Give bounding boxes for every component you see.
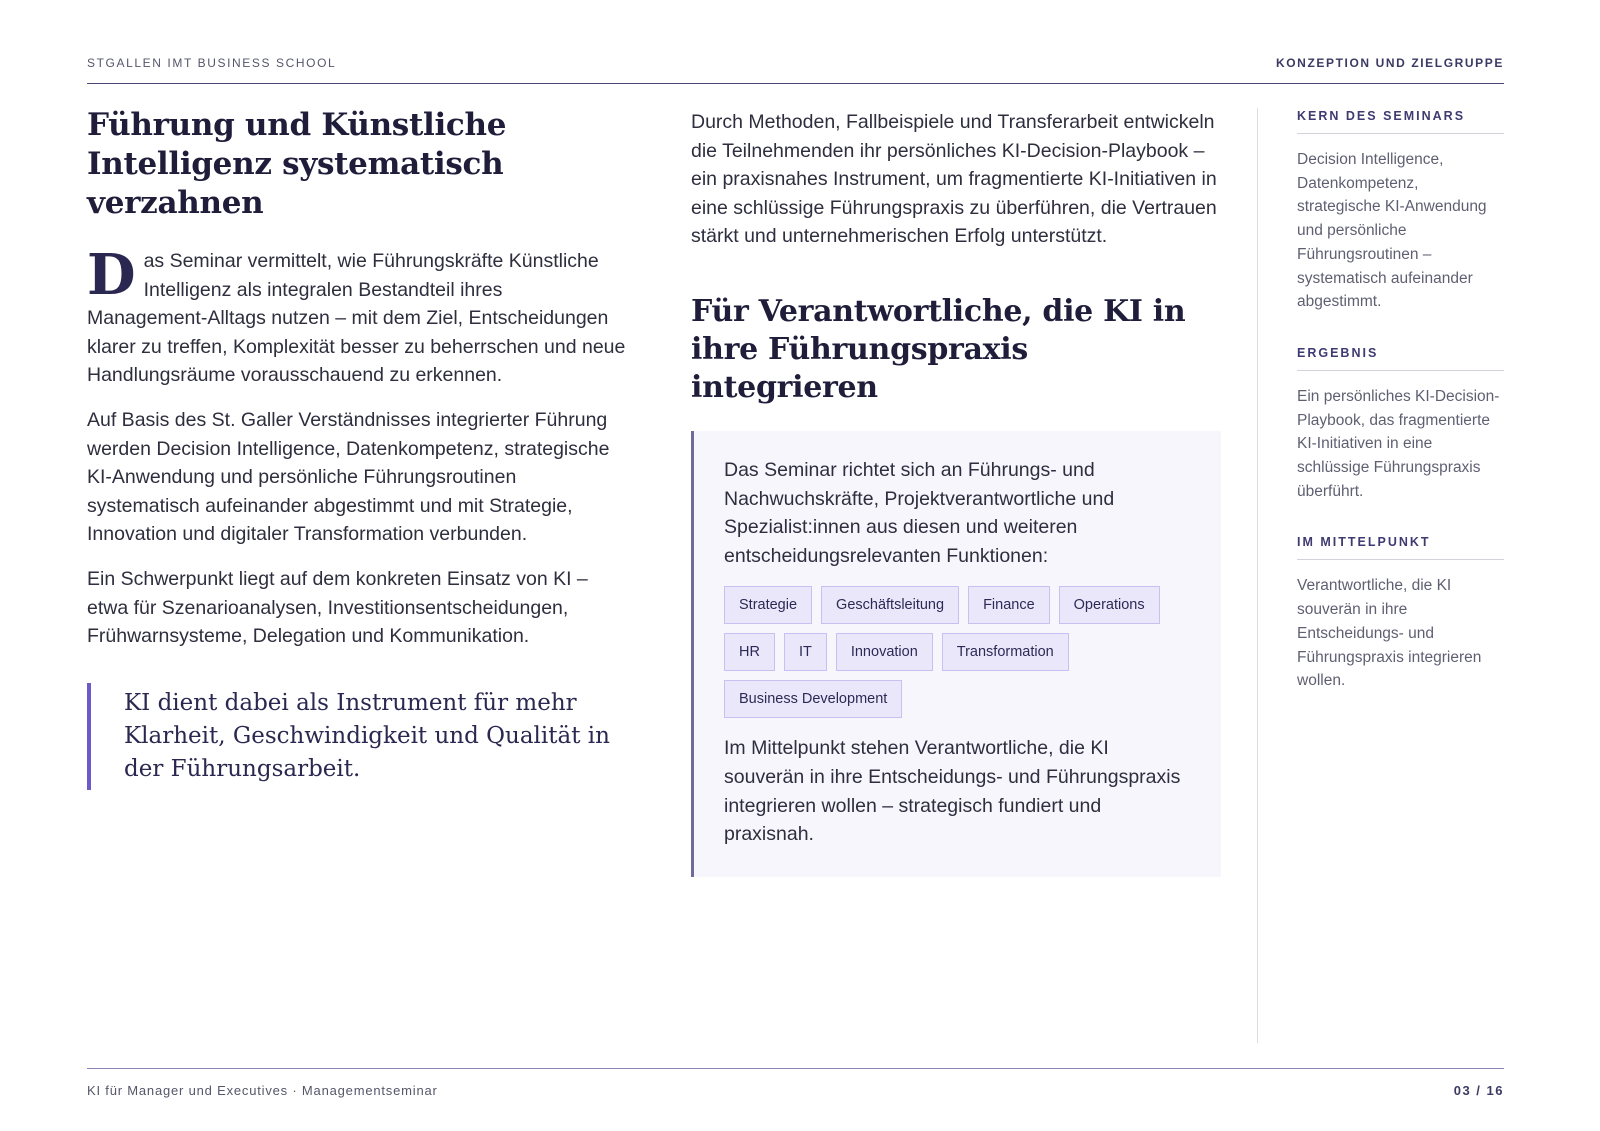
sidebar xyxy=(1297,109,1504,693)
column-divider xyxy=(1257,108,1258,1043)
sidebar-heading: IM MITTELPUNKT xyxy=(1297,535,1504,560)
tag-it: IT xyxy=(784,633,827,671)
tag-business-development: Business Development xyxy=(724,680,902,718)
tag-geschaeftsleitung: Geschäftsleitung xyxy=(821,586,959,624)
drop-cap: D xyxy=(87,242,136,308)
sidebar-text: Ein persönliches KI-Decision-Playbook, das fragmentierte KI-Initiativen in eine schlüssige Führungspraxis überführt. xyxy=(1297,387,1500,500)
sidebar-block-kern xyxy=(1297,109,1504,314)
page-title: Führung und Künstliche Intelligenz systematisch verzahnen xyxy=(87,107,507,221)
page-header xyxy=(87,56,1504,84)
target-group-box xyxy=(691,431,1221,877)
sidebar-heading: ERGEBNIS xyxy=(1297,346,1504,371)
school-name: STGALLEN IMT BUSINESS SCHOOL xyxy=(87,56,337,70)
tag-transformation: Transformation xyxy=(942,633,1069,671)
main-column xyxy=(87,106,627,790)
intro-paragraph xyxy=(87,242,627,390)
sidebar-block-mittelpunkt xyxy=(1297,535,1504,693)
paragraph-schwerpunkt: Ein Schwerpunkt liegt auf dem konkreten Einsatz von KI – etwa für Szenarioanalysen, Investitionsentscheidungen, Frühwarnsysteme, Delegation und Kommunikation. xyxy=(87,567,588,648)
page-footer xyxy=(87,1068,1504,1098)
tag-innovation: Innovation xyxy=(836,633,933,671)
sidebar-text: Decision Intelligence, Datenkompetenz, strategische KI-Anwendung und persönliche Führungsroutinen – systematisch aufeinander abgestimmt. xyxy=(1297,151,1487,311)
tag-finance: Finance xyxy=(968,586,1050,624)
paragraph-basis: Auf Basis des St. Galler Verständnisses integrierter Führung werden Decision Intelligence, Datenkompetenz, strategische KI-Anwendung und persönliche Führungsroutinen systematisch aufeinander abgestimmt und mit Strategie, Innovation und digitaler Transformation verbunden. xyxy=(87,408,610,546)
playbook-paragraph: Durch Methoden, Fallbeispiele und Transferarbeit entwickeln die Teilnehmenden ihr persönliches KI-Decision-Playbook – ein praxisnahes Instrument, um fragmentierte KI-Initiativen in eine schlüssige Führungspraxis zu überführen, die Vertrauen stärkt und unternehmerischen Erfolg unterstützt. xyxy=(691,111,1217,248)
target-group-heading: Für Verantwortliche, die KI in ihre Führungspraxis integrieren xyxy=(691,293,1186,405)
sidebar-text: Verantwortliche, die KI souverän in ihre Entscheidungs- und Führungspraxis integrieren wollen. xyxy=(1297,577,1482,690)
middle-column xyxy=(691,108,1221,877)
tag-hr: HR xyxy=(724,633,775,671)
sidebar-block-ergebnis xyxy=(1297,346,1504,504)
tag-strategie: Strategie xyxy=(724,586,812,624)
section-title: KONZEPTION UND ZIELGRUPPE xyxy=(1275,56,1504,70)
intro-paragraph-text: as Seminar vermittelt, wie Führungskräfte Künstliche Intelligenz als integralen Bestandteil ihres Management-Alltags nutzen – mit dem Ziel, Entscheidungen klarer zu treffen, Komplexität besser zu beherrschen und neue Handlungsräume vorausschauend zu erkennen. xyxy=(87,250,626,387)
pull-quote: KI dient dabei als Instrument für mehr Klarheit, Geschwindigkeit und Qualität in der Führungsarbeit. xyxy=(87,683,627,790)
target-group-intro: Das Seminar richtet sich an Führungs- und Nachwuchskräfte, Projektverantwortliche und Spezialist:innen aus diesen und weiteren entscheidungsrelevanten Funktionen: xyxy=(724,458,1115,567)
target-group-outro: Im Mittelpunkt stehen Verantwortliche, die KI souverän in ihre Entscheidungs- und Führungspraxis integrieren wollen – strategisch fundiert und praxisnah. xyxy=(724,737,1181,846)
footer-title: KI für Manager und Executives · Managementseminar xyxy=(87,1083,438,1098)
tag-operations: Operations xyxy=(1059,586,1160,624)
sidebar-heading: KERN DES SEMINARS xyxy=(1297,109,1504,134)
function-tags xyxy=(724,586,1191,718)
page-number: 03 / 16 xyxy=(1453,1083,1504,1098)
